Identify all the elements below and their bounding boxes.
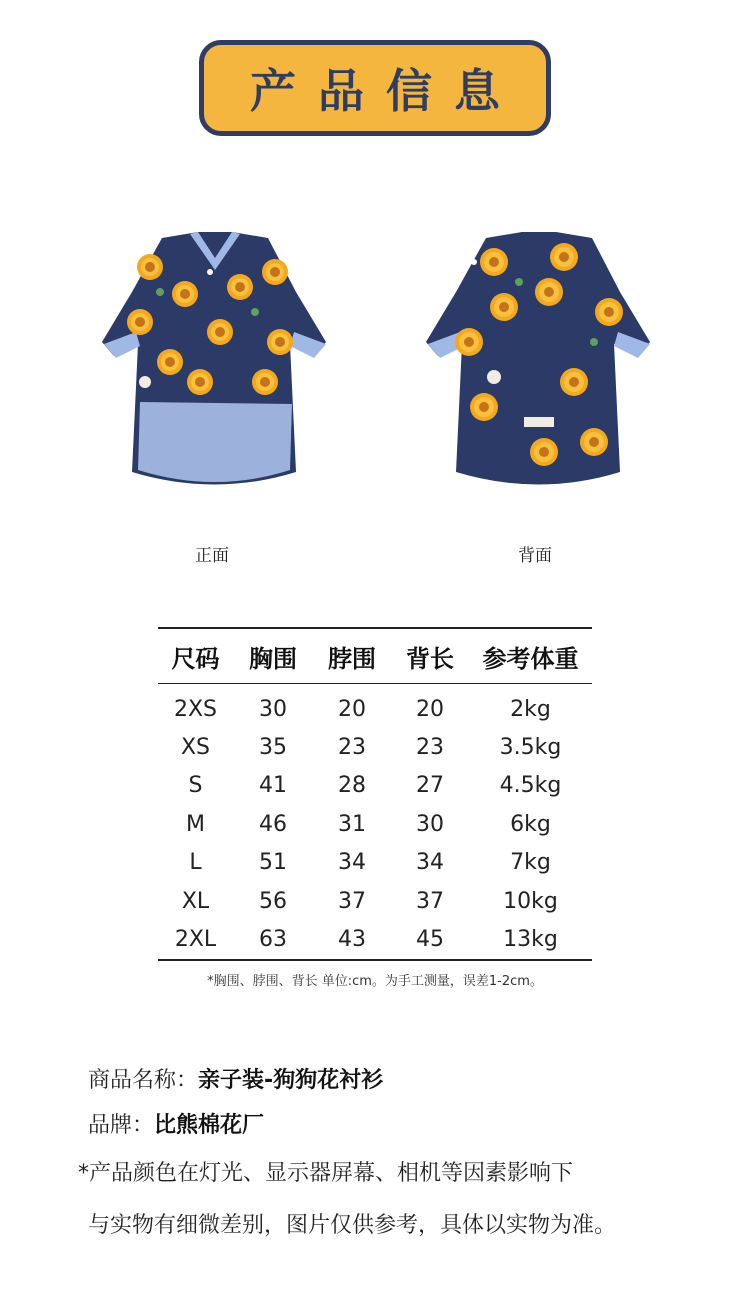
brand-line — [88, 1108, 264, 1139]
cell-weight: 6kg — [510, 811, 551, 837]
cell-weight: 3.5kg — [499, 735, 562, 761]
product-name-label: 商品名称： — [88, 1068, 199, 1093]
header-chest: 胸围 — [233, 628, 313, 684]
cell-size: 2XL — [174, 927, 217, 953]
measurement-note: *胸围、脖围、背长 单位:cm。为手工测量，误差1-2cm。 — [207, 974, 543, 989]
disclaimer-line-1: *产品颜色在灯光、显示器屏幕、相机等因素影响下 — [78, 1161, 574, 1186]
cell-chest: 46 — [259, 811, 287, 837]
cell-size: 2XS — [173, 696, 218, 722]
cell-size: L — [189, 850, 202, 876]
table-row — [158, 767, 592, 805]
shirt-front-image — [100, 232, 330, 494]
size-table — [158, 627, 592, 961]
cell-back-length: 30 — [416, 811, 444, 837]
table-row — [158, 728, 592, 766]
cell-weight: 4.5kg — [499, 773, 562, 799]
size-table-header — [158, 628, 592, 684]
header-back-length: 背长 — [391, 628, 469, 684]
cell-back-length: 37 — [416, 888, 444, 914]
cell-neck: 34 — [338, 850, 366, 876]
cell-weight: 13kg — [503, 927, 558, 953]
cell-chest: 30 — [259, 696, 287, 722]
cell-size: XS — [180, 735, 211, 761]
header-ref-weight: 参考体重 — [469, 628, 592, 684]
banner-title: 产品信息 — [250, 64, 522, 118]
cell-size: M — [186, 811, 205, 837]
cell-neck: 37 — [338, 888, 366, 914]
table-row — [158, 684, 592, 729]
shirt-front-illustration — [100, 232, 330, 494]
title-banner — [199, 40, 551, 136]
table-row — [158, 920, 592, 959]
cell-neck: 43 — [338, 927, 366, 953]
table-row — [158, 805, 592, 843]
product-name-value: 亲子装-狗狗花衬衫 — [198, 1068, 384, 1093]
header-neck: 脖围 — [313, 628, 391, 684]
cell-back-length: 45 — [416, 927, 444, 953]
front-view-label: 正面 — [195, 546, 229, 566]
cell-chest: 35 — [259, 735, 287, 761]
product-name-line — [88, 1063, 383, 1094]
cell-neck: 31 — [338, 811, 366, 837]
cell-weight: 10kg — [503, 888, 558, 914]
cell-back-length: 20 — [416, 696, 444, 722]
cell-size: S — [188, 773, 203, 799]
cell-neck: 23 — [338, 735, 366, 761]
brand-value: 比熊棉花厂 — [154, 1113, 265, 1138]
shirt-back-image — [424, 232, 654, 494]
back-view-label: 背面 — [518, 546, 552, 566]
cell-neck: 20 — [338, 696, 366, 722]
cell-back-length: 27 — [416, 773, 444, 799]
cell-size: XL — [181, 888, 210, 914]
cell-neck: 28 — [338, 773, 366, 799]
cell-chest: 63 — [259, 927, 287, 953]
cell-back-length: 34 — [416, 850, 444, 876]
cell-back-length: 23 — [416, 735, 444, 761]
header-size: 尺码 — [158, 628, 233, 684]
disclaimer-line-2: 与实物有细微差别，图片仅供参考，具体以实物为准。 — [88, 1213, 617, 1238]
cell-chest: 51 — [259, 850, 287, 876]
table-row — [158, 882, 592, 920]
cell-chest: 41 — [259, 773, 287, 799]
cell-chest: 56 — [259, 888, 287, 914]
shirt-back-illustration — [424, 232, 654, 494]
brand-label: 品牌： — [88, 1113, 155, 1138]
cell-weight: 7kg — [510, 850, 551, 876]
table-row — [158, 844, 592, 882]
cell-weight: 2kg — [510, 696, 551, 722]
